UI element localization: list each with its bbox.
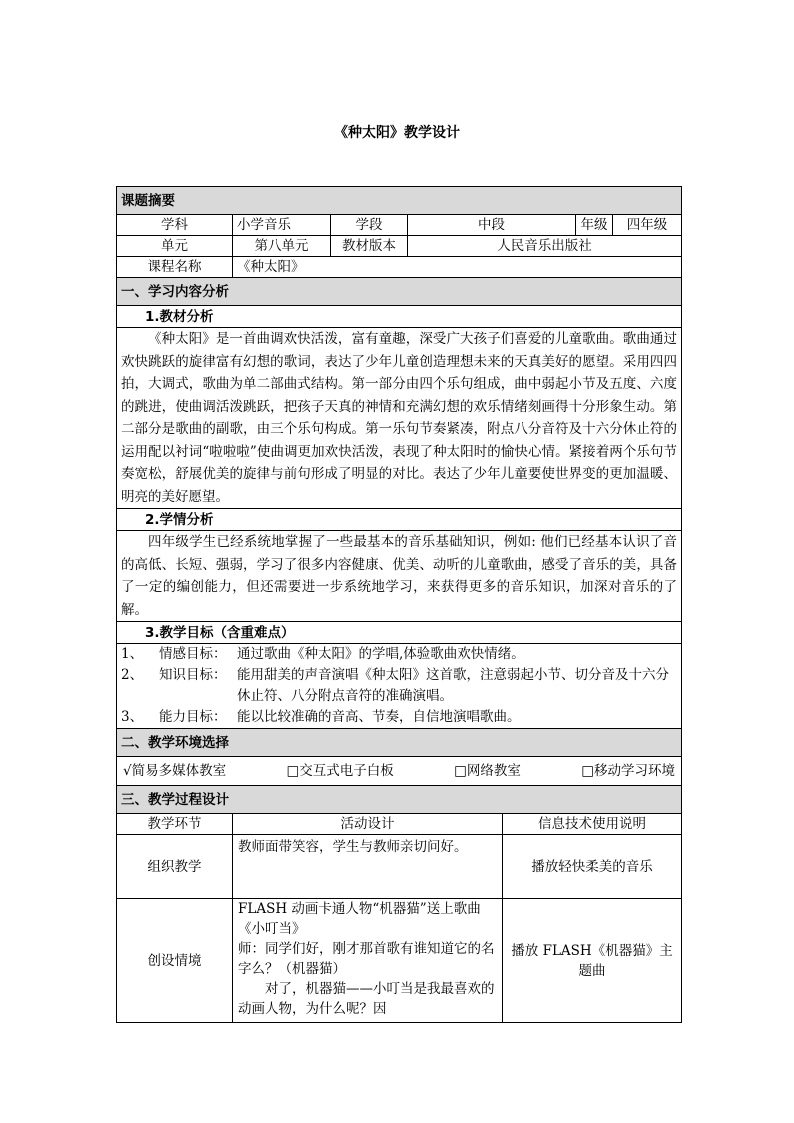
edition-label: 教材版本 (331, 236, 408, 257)
goal-number: 1、 (121, 646, 144, 662)
teaching-goals-list (117, 644, 682, 729)
subject-label: 学科 (117, 215, 233, 236)
row2-activity-line: FLASH 动画卡通人物“机器猫”送上歌曲《小叮当》 (238, 901, 481, 937)
col-tech-header: 信息技术使用说明 (503, 814, 682, 835)
document-title: 《种太阳》教学设计 (334, 125, 460, 141)
env-option-network[interactable]: □网络教室 (454, 763, 521, 779)
goal-item (121, 707, 677, 728)
col-stage-header: 教学环节 (117, 814, 233, 835)
edition-value: 人民音乐出版社 (408, 236, 682, 257)
env-option-mobile[interactable]: □移动学习环境 (581, 763, 675, 779)
stage-value: 中段 (408, 215, 576, 236)
environment-header: 二、教学环境选择 (117, 729, 682, 757)
goal-text: 能以比较准确的音高、节奏，自信地演唱歌曲。 (237, 709, 521, 725)
goal-item (121, 665, 677, 707)
process-header: 三、教学过程设计 (117, 786, 682, 814)
row2-tech: 播放 FLASH《机器猫》主题曲 (503, 899, 682, 1023)
row1-activity: 教师面带笑容，学生与教师亲切问好。 (233, 835, 503, 899)
course-label: 课程名称 (117, 257, 233, 278)
course-value: 《种太阳》 (233, 257, 682, 278)
goal-number: 3、 (121, 709, 144, 725)
col-activity-header: 活动设计 (233, 814, 503, 835)
grade-value: 四年级 (613, 215, 682, 236)
learner-analysis-text: 四年级学生已经系统地掌握了一些最基本的音乐基础知识，例如: 他们已经基本认识了音的高低、长短、强弱，学习了很多内容健康、优美、动听的儿童歌曲，感受了音乐的美，具备了一定的编创能力，但还需要进一步系统地学习，来获得更多的音乐知识，加深对音乐的了解。 (117, 531, 682, 622)
goal-text: 能用甜美的声音演唱《种太阳》这首歌，注意弱起小节、切分音及十六分休止符、八分附点音符的准确演唱。 (237, 667, 669, 704)
row1-stage: 组织教学 (117, 835, 233, 899)
row1-tech: 播放轻快柔美的音乐 (503, 835, 682, 899)
environment-options (117, 757, 682, 786)
summary-header: 课题摘要 (117, 187, 682, 215)
goal-key: 知识目标： (159, 667, 227, 683)
stage-label: 学段 (331, 215, 408, 236)
teaching-goals-title: 3.教学目标（含重难点） (117, 622, 682, 644)
grade-label: 年级 (576, 215, 613, 236)
env-option-whiteboard[interactable]: □交互式电子白板 (286, 763, 394, 779)
textbook-analysis-text: 《种太阳》是一首曲调欢快活泼，富有童趣，深受广大孩子们喜爱的儿童歌曲。歌曲通过欢快跳跃的旋律富有幻想的歌词，表达了少年儿童创造理想未来的天真美好的愿望。采用四四拍，大调式，歌曲为单二部曲式结构。第一部分由四个乐句组成，曲中弱起小节及五度、六度的跳进，使曲调活泼跳跃，把孩子天真的神情和充满幻想的欢乐情绪刻画得十分形象生动。第二部分是歌曲的副歌，由三个乐句构成。第一乐句节奏紧凑，附点八分音符及十六分休止符的运用配以衬词“啦啦啦”使曲调更加欢快活泼，表现了种太阳时的愉快心情。紧接着两个乐句节奏宽松，舒展优美的旋律与前句形成了明显的对比。表达了少年儿童要使世界变的更加温暖、明亮的美好愿望。 (117, 328, 682, 509)
lesson-plan-table (116, 186, 682, 1023)
env-option-multimedia[interactable]: √简易多媒体教室 (123, 763, 227, 779)
subject-value: 小学音乐 (233, 215, 331, 236)
goal-key: 能力目标： (159, 709, 227, 725)
textbook-analysis-title: 1.教材分析 (117, 306, 682, 328)
unit-label: 单元 (117, 236, 233, 257)
goal-key: 情感目标： (159, 646, 227, 662)
learner-analysis-title: 2.学情分析 (117, 509, 682, 531)
row2-stage: 创设情境 (117, 899, 233, 1023)
goal-text: 通过歌曲《种太阳》的学唱,体验歌曲欢快情绪。 (237, 646, 525, 662)
row2-activity-line: 对了，机器猫——小叮当是我最喜欢的动画人物，为什么呢？因 (238, 981, 495, 1017)
goal-item (121, 644, 677, 665)
unit-value: 第八单元 (233, 236, 331, 257)
analysis-header: 一、学习内容分析 (117, 278, 682, 306)
goal-number: 2、 (121, 667, 144, 683)
row2-activity-line: 师：同学们好，刚才那首歌有谁知道它的名字么？（机器猫） (238, 941, 495, 977)
row2-activity (233, 899, 503, 1023)
